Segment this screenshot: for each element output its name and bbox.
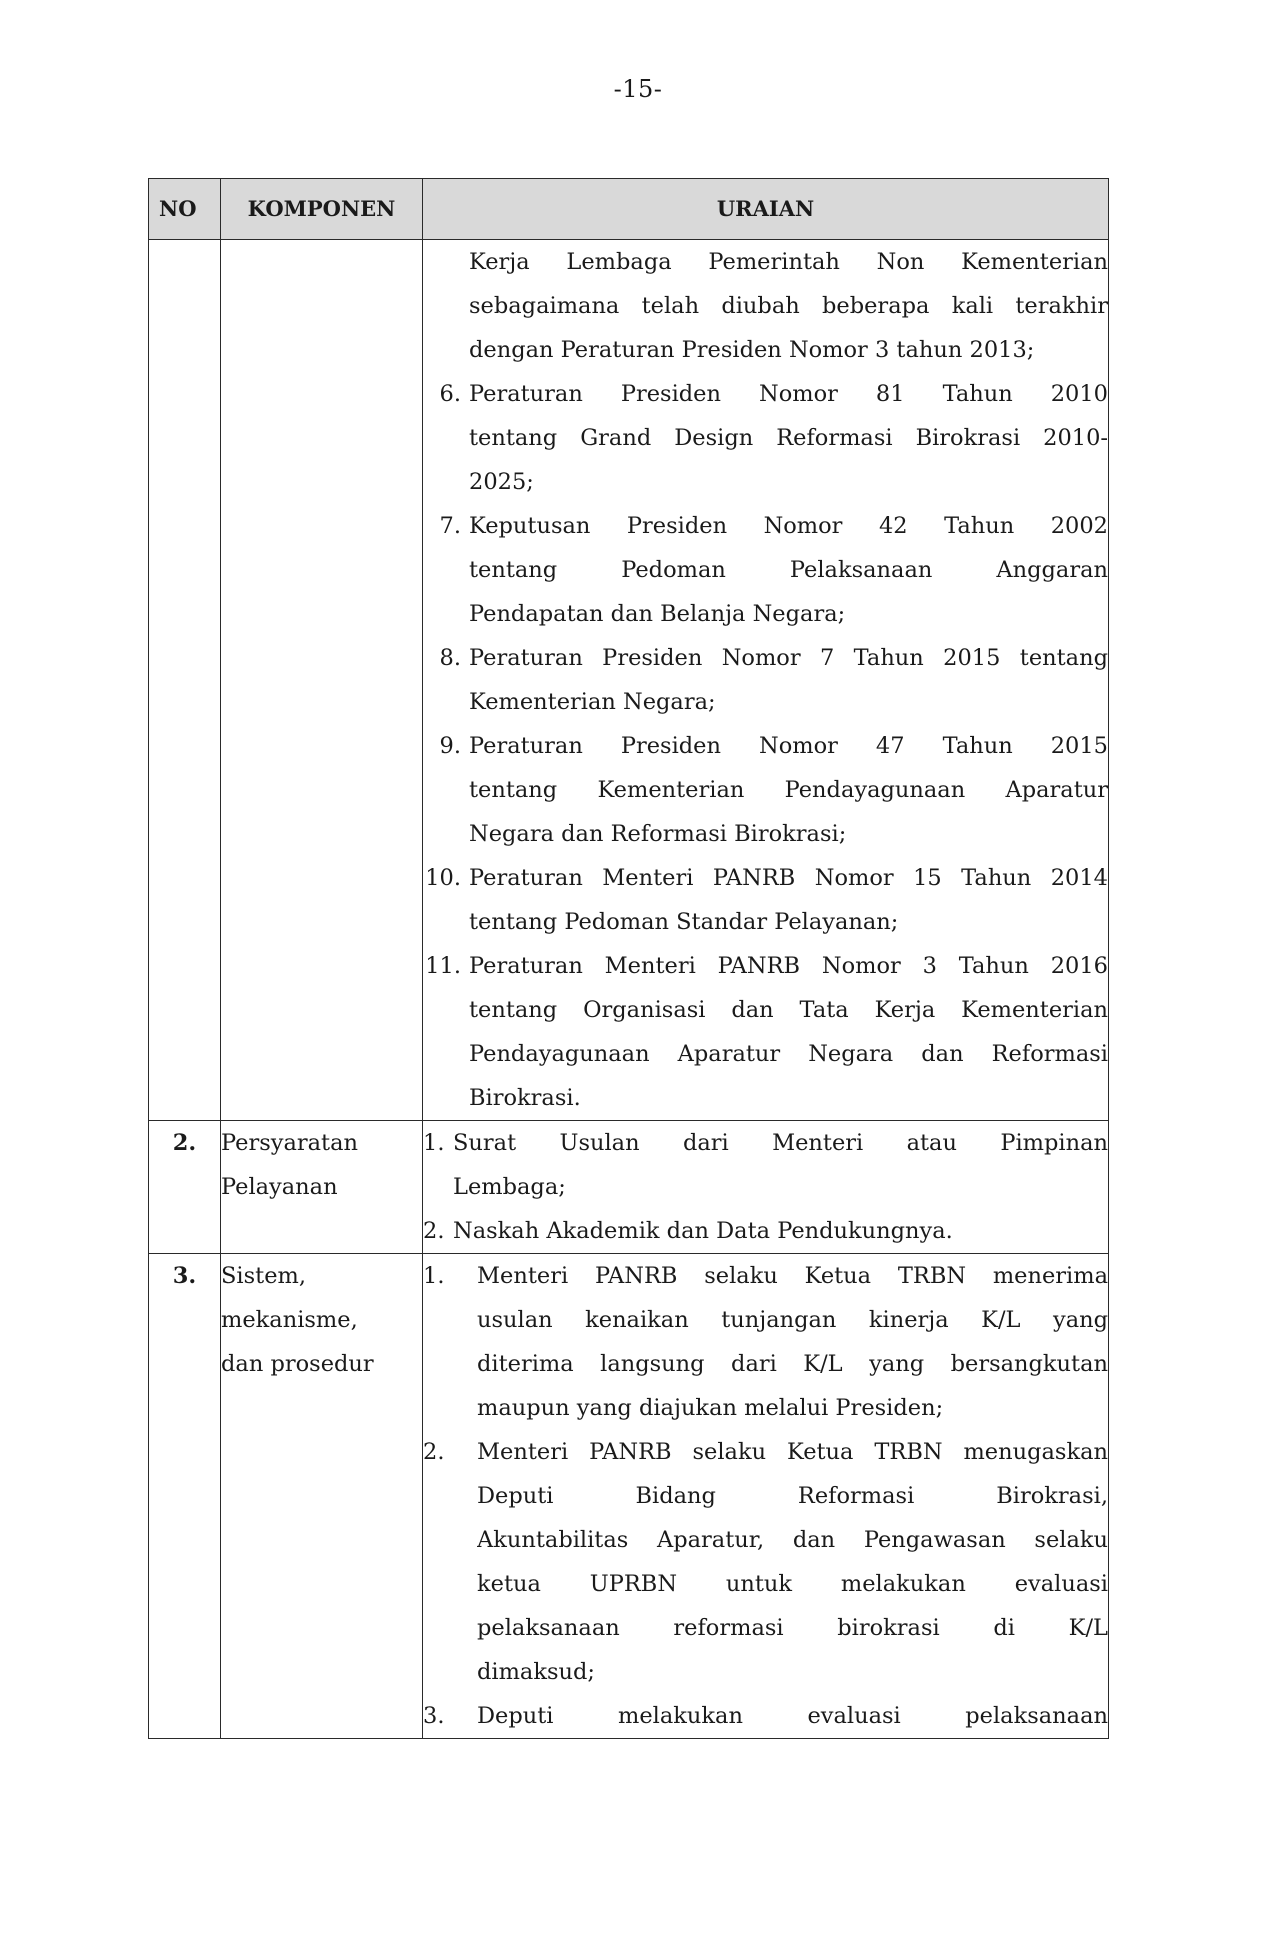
item-number: 8. (439, 645, 461, 671)
item-number: 6. (439, 381, 461, 407)
service-standard-table (148, 178, 1109, 1739)
text-line: ketua UPRBN untuk melakukan evaluasi (477, 1571, 1108, 1597)
text-line: Akuntabilitas Aparatur, dan Pengawasan selaku (477, 1527, 1108, 1553)
list-item (423, 1209, 1108, 1253)
row3-komponen-cell (221, 1254, 423, 1739)
text-line: Peraturan Menteri PANRB Nomor 3 Tahun 2016 (469, 953, 1108, 979)
list-item (423, 1254, 1108, 1430)
header-komponen: KOMPONEN (221, 179, 423, 240)
text-line: Peraturan Presiden Nomor 81 Tahun 2010 (469, 381, 1108, 407)
text-line: Peraturan Presiden Nomor 7 Tahun 2015 tentang (469, 645, 1108, 671)
komponen-line: mekanisme, (221, 1307, 358, 1333)
text-line: sebagaimana telah diubah beberapa kali terakhir (469, 293, 1108, 319)
table-row (149, 240, 1109, 1121)
text-line: Keputusan Presiden Nomor 42 Tahun 2002 (469, 513, 1108, 539)
list-item (423, 636, 1108, 724)
text-line: 2025; (469, 469, 534, 495)
text-line: pelaksanaan reformasi birokrasi di K/L (477, 1615, 1108, 1641)
text-line: Pendayagunaan Aparatur Negara dan Reformasi (469, 1041, 1108, 1067)
text-line: Surat Usulan dari Menteri atau Pimpinan (453, 1130, 1108, 1156)
list-item (423, 504, 1108, 636)
item-number: 1. (423, 1263, 445, 1289)
text-line: Deputi melakukan evaluasi pelaksanaan (477, 1703, 1108, 1729)
item-number: 3. (423, 1703, 445, 1729)
item-number: 10. (425, 865, 461, 891)
list-item (423, 1694, 1108, 1738)
row1-uraian-cell (423, 240, 1109, 1121)
list-item (423, 1121, 1108, 1209)
text-line: Kerja Lembaga Pemerintah Non Kementerian (469, 249, 1108, 275)
komponen-line: dan prosedur (221, 1351, 374, 1377)
row3-uraian-cell (423, 1254, 1109, 1739)
list-item (423, 1430, 1108, 1694)
text-line: tentang Kementerian Pendayagunaan Aparatur (469, 777, 1108, 803)
table-row (149, 1121, 1109, 1254)
text-line: Pendapatan dan Belanja Negara; (469, 601, 846, 627)
text-line: Naskah Akademik dan Data Pendukungnya. (453, 1218, 953, 1244)
table-header-row (149, 179, 1109, 240)
text-line: tentang Pedoman Standar Pelayanan; (469, 909, 899, 935)
item-number: 2. (423, 1439, 445, 1465)
text-line: Lembaga; (453, 1174, 566, 1200)
item-number: 11. (425, 953, 461, 979)
list-item (423, 944, 1108, 1120)
item-number: 2. (423, 1218, 445, 1244)
text-line: tentang Organisasi dan Tata Kerja Kementerian (469, 997, 1108, 1023)
row2-komponen-cell (221, 1121, 423, 1254)
komponen-line: Pelayanan (221, 1174, 338, 1200)
list-item (423, 724, 1108, 856)
text-line: tentang Grand Design Reformasi Birokrasi 2010- (469, 425, 1108, 451)
continuation-text (423, 240, 1108, 372)
item-number: 7. (439, 513, 461, 539)
text-line: Peraturan Presiden Nomor 47 Tahun 2015 (469, 733, 1108, 759)
text-line: diterima langsung dari K/L yang bersangkutan (477, 1351, 1108, 1377)
row2-no-cell: 2. (149, 1121, 221, 1254)
text-line: dengan Peraturan Presiden Nomor 3 tahun 2013; (469, 337, 1035, 363)
row1-no-cell (149, 240, 221, 1121)
text-line: Peraturan Menteri PANRB Nomor 15 Tahun 2014 (469, 865, 1108, 891)
header-no: NO (149, 179, 221, 240)
text-line: dimaksud; (477, 1659, 596, 1685)
list-item (423, 372, 1108, 504)
table-row (149, 1254, 1109, 1739)
komponen-line: Persyaratan (221, 1130, 358, 1156)
text-line: Menteri PANRB selaku Ketua TRBN menerima (477, 1263, 1108, 1289)
row3-no-cell: 3. (149, 1254, 221, 1739)
header-uraian: URAIAN (423, 179, 1109, 240)
text-line: maupun yang diajukan melalui Presiden; (477, 1395, 944, 1421)
komponen-line: Sistem, (221, 1263, 307, 1289)
text-line: usulan kenaikan tunjangan kinerja K/L yang (477, 1307, 1108, 1333)
text-line: Negara dan Reformasi Birokrasi; (469, 821, 847, 847)
page-number: -15- (613, 75, 663, 103)
text-line: Birokrasi. (469, 1085, 581, 1111)
text-line: Kementerian Negara; (469, 689, 716, 715)
text-line: Deputi Bidang Reformasi Birokrasi, (477, 1483, 1108, 1509)
row1-komponen-cell (221, 240, 423, 1121)
item-number: 9. (439, 733, 461, 759)
row2-uraian-cell (423, 1121, 1109, 1254)
text-line: tentang Pedoman Pelaksanaan Anggaran (469, 557, 1108, 583)
list-item (423, 856, 1108, 944)
text-line: Menteri PANRB selaku Ketua TRBN menugaskan (477, 1439, 1108, 1465)
item-number: 1. (423, 1130, 445, 1156)
